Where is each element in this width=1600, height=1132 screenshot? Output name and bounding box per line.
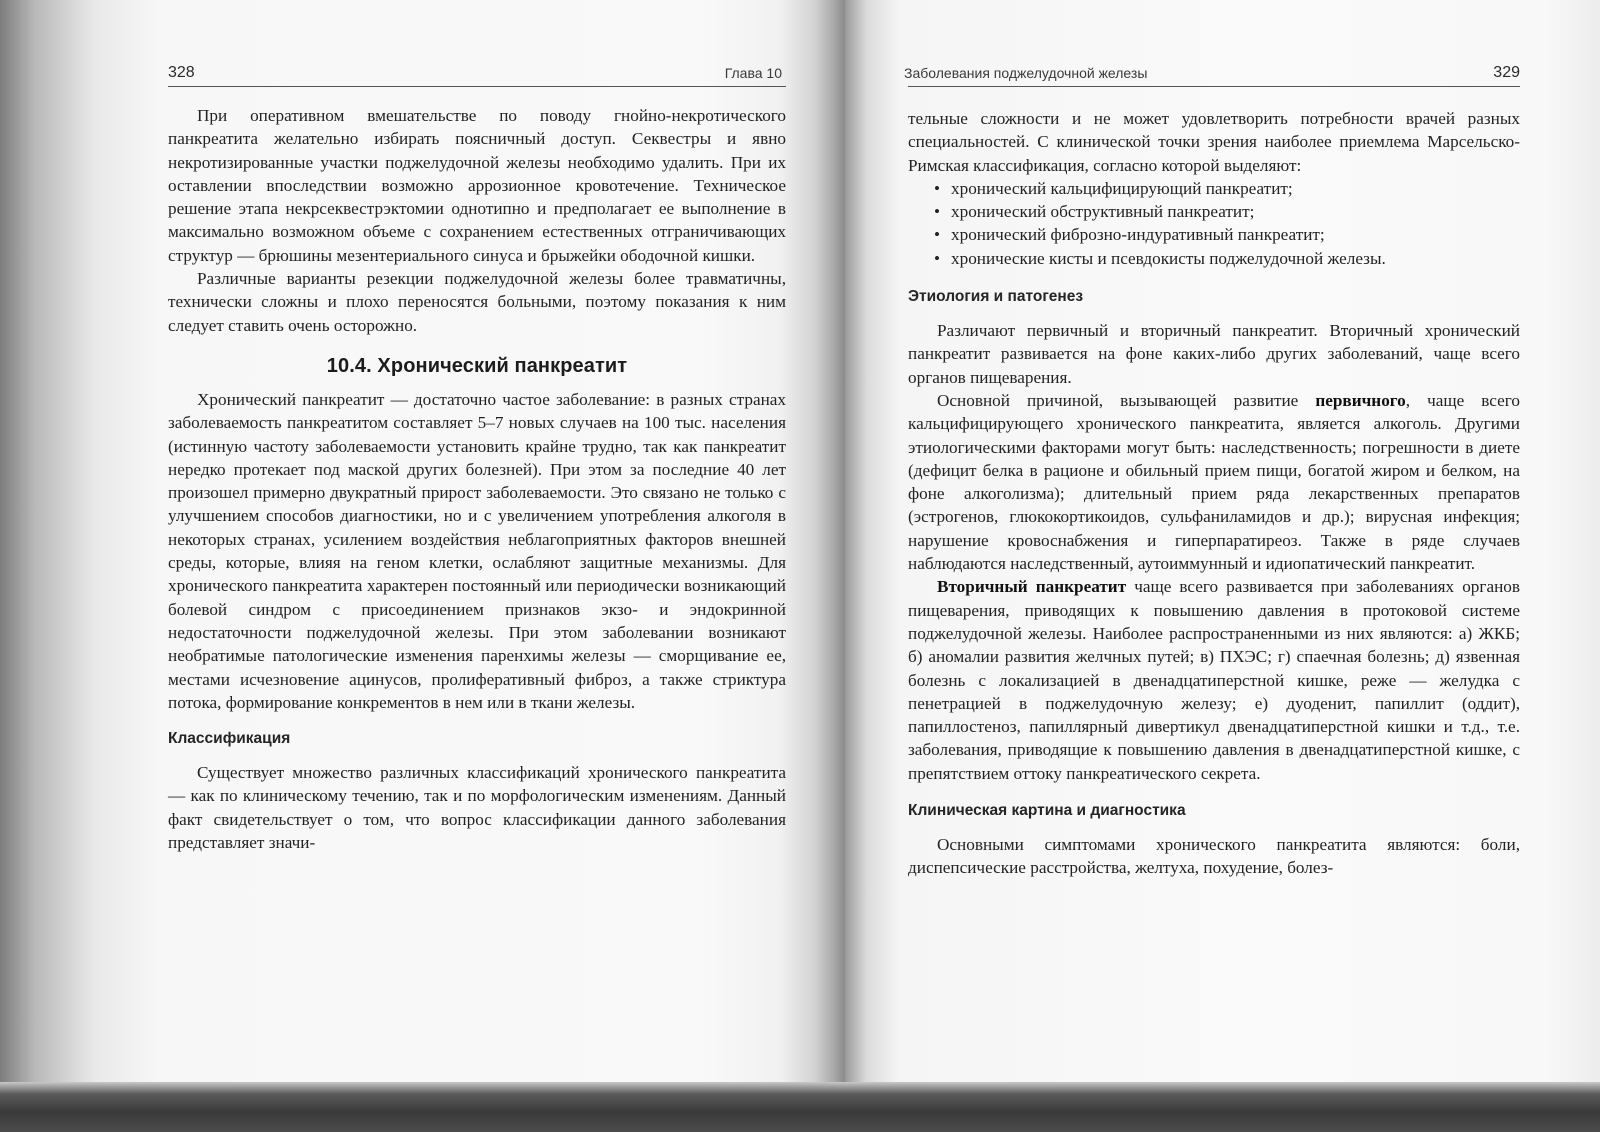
text-run: Основной причиной, вызывающей развитие [937,390,1316,410]
paragraph-chronic-pancreatitis-intro: Хронический панкреатит — достаточно частое заболевание: в разных странах заболеваемость панкреатитом составляет 5–7 новых случаев на 100 тыс. населения (истинную частоту заболеваемости установить крайне трудно, так как панкреатит нередко протекает под маской других болезней). При этом за последние 40 лет произошел примерно двукратный прирост заболеваемости. Это связано не только с улучшением способов диагностики, но и с увеличением употребления алкоголя в некоторых странах, усилением воздействия неблагоприятных факторов внешней среды, которые, влияя на геном клетки, ослабляют защитные механизмы. Для хронического панкреатита характерен постоянный или периодически возникающий болевой синдром с присоединением признаков экзо- и эндокринной недостаточности поджелудочной железы. При этом заболевании возникают необратимые патологические изменения паренхимы железы — сморщивание ее, местами исчезновение ацинусов, пролиферативный фиброз, а также стриктура потока, формирование конкрементов в нем или в ткани железы. [168,389,786,712]
list-item [934,200,1520,223]
paragraph-clinical-symptoms: Основными симптомами хронического панкреатита являются: боли, диспепсические расстройства, желтуха, похудение, болез- [908,835,1520,878]
paragraph-classification-continuation: тельные сложности и не может удовлетворить потребности врачей разных специальностей. С клинической точки зрения наиболее приемлема Марсельско-Римская классификация, согласно которой выделяют: [908,109,1520,175]
bold-term-secondary: Вторичный панкреатит [937,577,1127,597]
paragraph-resection-variants: Различные варианты резекции поджелудочной железы более травматичны, технически сложны и плохо переносятся больными, поэтому показания к ним следует ставить очень осторожно. [168,269,786,335]
text-run: чаще всего развивается при заболеваниях органов пищеварения, приводящих к повышению давления в протоковой системе поджелудочной железы. Наиболее распространенными из них являются: а) ЖКБ; б) аномалии развития желчных путей; в) ПХЭС; г) спаечная болезнь; д) язвенная болезнь с локализацией в двенадцатиперстной кишке, реже — желудка с пенетрацией в поджелудочную железу; е) дуоденит, папиллит (оддит), папиллостеноз, папиллярный дивертикул двенадцатиперстной кишки и т.д., т.е. заболевания, приводящие к повышению давления в двенадцатиперстной кишке, с препятствием оттоку панкреатического секрета. [908,577,1520,783]
left-page-body [168,104,786,854]
paragraph-etiology-secondary [908,575,1520,785]
subhead-classification: Классификация [168,730,291,748]
paragraph-etiology-primary-secondary: Различают первичный и вторичный панкреатит. Вторичный хронический панкреатит развивается на фоне каких-либо других заболеваний, чаще всего органов пищеварения. [908,321,1520,387]
bullet-icon: • [934,248,941,268]
paragraph-etiology-primary [908,389,1520,575]
right-page [845,0,1600,1090]
text-run: , чаще всего кальцифицирующего хронического панкреатита, является алкоголь. Другими этиологическими факторами могут быть: наследственность; погрешности в диете (дефицит белка в рационе и обильный прием пищи, богатой жиром и белком, на фоне алкоголизма); длительный прием ряда лекарственных препаратов (эстрогенов, глюкокортикоидов, сульфаниламидов и др.); вирусная инфекция; нарушение кровоснабжения и гиперпаратиреоз. Также в ряде случаев наблюдаются наследственный, аутоиммунный и идиопатический панкреатит. [908,390,1520,574]
left-page-number: 328 [168,64,195,81]
list-item-text: хронический фиброзно-индуративный панкреатит; [951,225,1325,245]
list-item [934,247,1520,270]
list-item-text: хронический кальцифицирующий панкреатит; [951,178,1293,198]
section-title-chronic-pancreatitis: 10.4. Хронический панкреатит [326,354,628,377]
classification-list [908,177,1520,270]
paragraph-surgical-access: При оперативном вмешательстве по поводу гнойно-некротического панкреатита желательно избирать поясничный доступ. Секвестры и явно некротизированные участки поджелудочной железы необходимо удалить. При их оставлении впоследствии возможно аррозионное кровотечение. Техническое решение этапа некрсеквестрэктомии однотипно и предполагает ее выполнение в максимально возможном объеме с сохранением естественных отграничивающих структур — брюшины мезентериального синуса и брыжейки ободочной кишки. [168,106,786,265]
left-page-header [168,62,786,87]
list-item-text: хронический обструктивный панкреатит; [951,202,1255,222]
subhead-clinical-picture: Клиническая картина и диагностика [908,802,1186,820]
right-page-header [904,62,1520,87]
bullet-icon: • [934,178,941,198]
right-page-body [908,107,1520,880]
right-running-head: Заболевания поджелудочной железы [904,65,1148,81]
left-running-head: Глава 10 [724,65,782,81]
bullet-icon: • [934,225,941,245]
bold-term-primary: первичного [1315,390,1406,410]
list-item [934,177,1520,200]
right-page-number: 329 [1493,64,1520,81]
list-item [934,223,1520,246]
scanner-shadow [0,1082,1600,1132]
bullet-icon: • [934,202,941,222]
paragraph-classification: Существует множество различных классификаций хронического панкреатита — как по клиническому течению, так и по морфологическим изменениям. Данный факт свидетельствует о том, что вопрос классификации данного заболевания представляет значи- [168,763,786,853]
subhead-etiology: Этиология и патогенез [908,288,1084,306]
list-item-text: хронические кисты и псевдокисты поджелудочной железы. [951,248,1386,268]
